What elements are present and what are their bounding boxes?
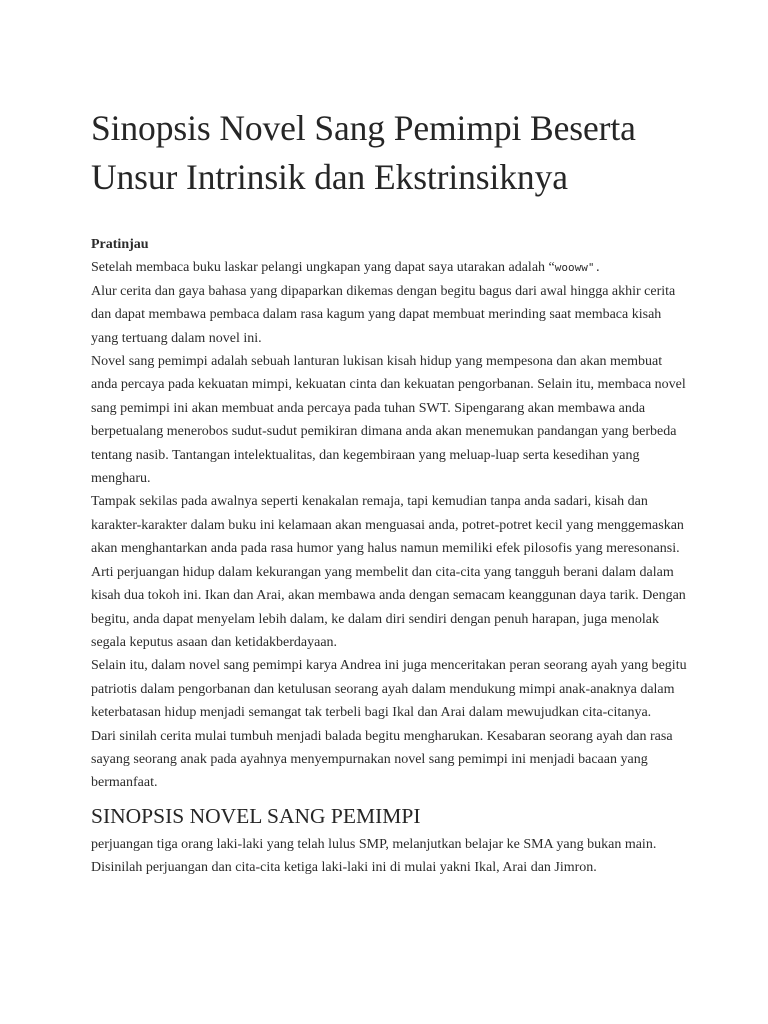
intro-section [91,233,691,795]
body-paragraph: Dari sinilah cerita mulai tumbuh menjadi balada begitu mengharukan. Kesabaran seorang ayah dan rasa sayang seorang anak pada ayahnya menyempurnakan novel sang pemimpi ini menjadi bacaan yang bermanfaat. [91,728,673,791]
body-paragraph: Selain itu, dalam novel sang pemimpi karya Andrea ini juga menceritakan peran seorang ayah yang begitu patriotis dalam pengorbanan dan ketulusan seorang ayah dalam mendukung mimpi anak-anaknya dalam keterbatasan hidup menjadi semangat tak terbeli bagi Ikal dan Arai dalam mewujudkan cita-citanya. [91,658,687,721]
body-paragraph: Arti perjuangan hidup dalam kekurangan yang membelit dan cita-cita yang tangguh berani dalam dalam kisah dua tokoh ini. Ikan dan Arai, akan membawa anda dengan semacam keanggunan daya tarik. Dengan begitu, anda dapat menyelam lebih dalam, ke dalam diri sendiri dengan penuh harapan, juga menolak segala keputus asaan dan ketidakberdayaan. [91,564,686,650]
preview-label: Pratinjau [91,237,149,252]
intro-lead-text: Setelah membaca buku laskar pelangi ungkapan yang dapat saya utarakan adalah “ [91,260,555,276]
body-paragraph: Novel sang pemimpi adalah sebuah lanturan lukisan kisah hidup yang mempesona dan akan membuat anda percaya pada kekuatan mimpi, kekuatan cinta dan kekuatan pengorbanan. Selain itu, membaca novel sang pemimpi ini akan membuat anda percaya pada tuhan SWT. Sipengarang akan membawa anda berpetualang menerobos sudut-sudut pemikiran dimana anda akan menemukan pandangan yang berbeda tentang nasib. Tantangan intelektualitas, dan kegembiraan yang meluap-luap serta kesedihan yang mengharu. [91,354,686,487]
section-paragraph: perjuangan tiga orang laki-laki yang telah lulus SMP, melanjutkan belajar ke SMA yang bukan main. Disinilah perjuangan dan cita-cita ketiga laki-laki ini di mulai yakni Ikal, Arai dan Jimron. [91,836,657,876]
section-heading: SINOPSIS NOVEL SANG PEMIMPI [91,803,421,828]
document-title: Sinopsis Novel Sang Pemimpi Beserta Unsur Intrinsik dan Ekstrinsiknya [91,108,636,197]
body-paragraph: Alur cerita dan gaya bahasa yang dipaparkan dikemas dengan begitu bagus dari awal hingga akhir cerita dan dapat membawa pembaca dalam rasa kagum yang dapat membuat merinding saat membaca kisah yang tertuang dalam novel ini. [91,283,676,346]
document-page [91,104,691,880]
intro-paragraph [91,256,691,279]
body-paragraph: Tampak sekilas pada awalnya seperti kenakalan remaja, tapi kemudian tanpa anda sadari, kisah dan karakter-karakter dalam buku ini kelamaan akan menguasai anda, potret-potret kecil yang menggemaskan akan menghantarkan anda pada rasa humor yang halus namun memiliki efek pilosofis yang meresonansi. [91,494,684,557]
intro-quote-text: wooww". [554,261,602,275]
